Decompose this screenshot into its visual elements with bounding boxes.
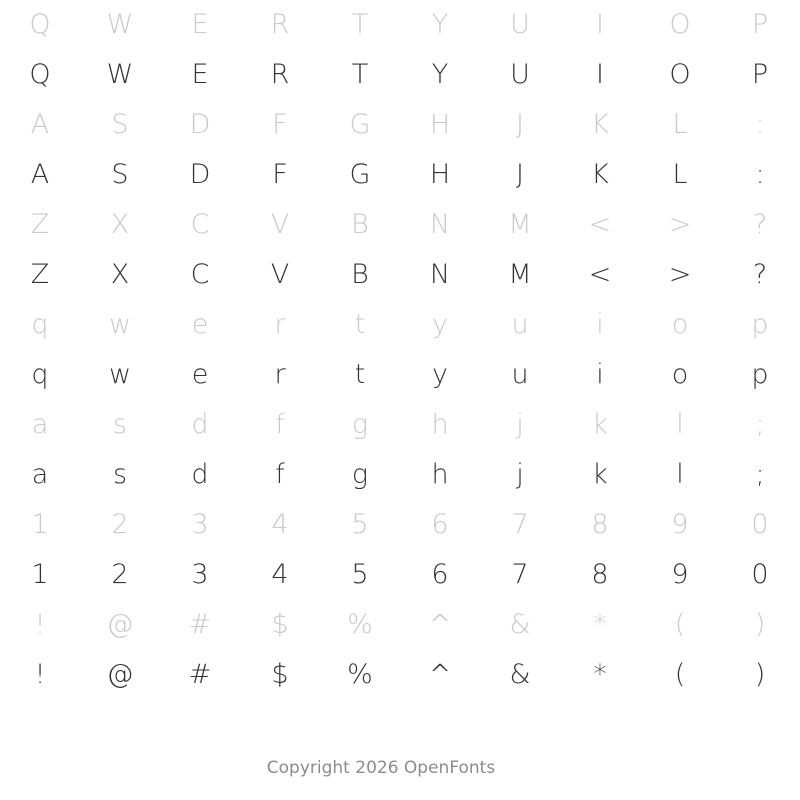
glyph-cell: A: [30, 159, 50, 190]
glyph-cell: #: [188, 609, 212, 640]
glyph-cell: X: [110, 209, 130, 240]
glyph-cell: 5: [351, 509, 369, 540]
glyph-cell: D: [189, 109, 211, 140]
glyph-cell: f: [275, 409, 285, 440]
glyph-cell: f: [275, 459, 285, 490]
glyph-cell: 9: [671, 559, 689, 590]
glyph-cell: Q: [29, 59, 51, 90]
glyph-cell: (: [674, 659, 686, 690]
glyph-cell: j: [516, 459, 524, 490]
glyph-cell: d: [191, 409, 209, 440]
glyph-cell: Z: [30, 259, 50, 290]
glyph-cell: X: [110, 259, 130, 290]
glyph-row: [0, 200, 800, 250]
glyph-cell: ?: [752, 209, 768, 240]
glyph-cell: ?: [752, 259, 768, 290]
glyph-cell: l: [676, 409, 684, 440]
glyph-cell: #: [188, 659, 212, 690]
glyph-cell: i: [596, 359, 604, 390]
glyph-cell: k: [592, 409, 608, 440]
glyph-cell: u: [511, 359, 529, 390]
glyph-cell: &: [509, 659, 531, 690]
glyph-cell: o: [671, 359, 689, 390]
glyph-row: [0, 350, 800, 400]
glyph-cell: L: [672, 109, 688, 140]
glyph-cell: 9: [671, 509, 689, 540]
glyph-cell: s: [112, 409, 128, 440]
glyph-cell: e: [191, 359, 209, 390]
glyph-cell: 0: [751, 559, 769, 590]
glyph-cell: w: [108, 359, 132, 390]
glyph-cell: &: [509, 609, 531, 640]
glyph-cell: @: [106, 609, 134, 640]
glyph-cell: r: [274, 359, 286, 390]
glyph-cell: R: [270, 59, 290, 90]
glyph-cell: y: [432, 359, 448, 390]
glyph-cell: 1: [31, 559, 49, 590]
glyph-cell: ): [754, 659, 766, 690]
glyph-cell: E: [191, 59, 209, 90]
glyph-cell: G: [349, 109, 371, 140]
glyph-row: [0, 600, 800, 650]
glyph-cell: B: [351, 209, 369, 240]
glyph-cell: q: [31, 359, 49, 390]
glyph-cell: ): [754, 609, 766, 640]
glyph-cell: a: [31, 409, 49, 440]
glyph-cell: Y: [431, 59, 449, 90]
glyph-cell: B: [351, 259, 369, 290]
glyph-cell: t: [354, 309, 366, 340]
glyph-cell: e: [191, 309, 209, 340]
glyph-cell: ^: [428, 609, 452, 640]
glyph-cell: C: [190, 209, 210, 240]
glyph-cell: o: [671, 309, 689, 340]
glyph-cell: h: [431, 459, 449, 490]
glyph-row: [0, 250, 800, 300]
glyph-cell: N: [429, 259, 451, 290]
glyph-cell: K: [591, 159, 609, 190]
glyph-cell: %: [347, 659, 373, 690]
glyph-cell: g: [351, 459, 369, 490]
glyph-cell: a: [31, 459, 49, 490]
glyph-cell: i: [596, 309, 604, 340]
glyph-cell: !: [34, 659, 46, 690]
glyph-cell: t: [354, 359, 366, 390]
glyph-cell: G: [349, 159, 371, 190]
glyph-cell: I: [596, 59, 604, 90]
glyph-cell: P: [751, 9, 769, 40]
glyph-row: [0, 500, 800, 550]
glyph-cell: U: [510, 59, 530, 90]
glyph-cell: V: [270, 259, 290, 290]
glyph-cell: s: [112, 459, 128, 490]
glyph-cell: p: [751, 309, 769, 340]
glyph-cell: l: [676, 459, 684, 490]
glyph-cell: 5: [351, 559, 369, 590]
glyph-cell: 0: [751, 509, 769, 540]
glyph-cell: F: [272, 159, 288, 190]
glyph-cell: U: [510, 9, 530, 40]
glyph-cell: 6: [431, 509, 449, 540]
glyph-cell: k: [592, 459, 608, 490]
glyph-cell: g: [351, 409, 369, 440]
glyph-cell: p: [751, 359, 769, 390]
glyph-cell: O: [669, 9, 691, 40]
glyph-row: [0, 400, 800, 450]
glyph-cell: M: [508, 209, 532, 240]
glyph-cell: :: [755, 159, 765, 190]
copyright-notice: Copyright 2026 OpenFonts: [266, 758, 496, 778]
glyph-cell: *: [593, 659, 607, 690]
glyph-row: [0, 100, 800, 150]
glyph-cell: !: [34, 609, 46, 640]
glyph-cell: T: [351, 9, 369, 40]
glyph-cell: A: [30, 109, 50, 140]
glyph-cell: W: [106, 9, 134, 40]
glyph-cell: 7: [511, 559, 529, 590]
glyph-cell: H: [429, 159, 451, 190]
glyph-cell: Y: [431, 9, 449, 40]
glyph-cell: Z: [30, 209, 50, 240]
glyph-cell: 2: [111, 559, 129, 590]
glyph-cell: d: [191, 459, 209, 490]
glyph-row: [0, 300, 800, 350]
glyph-cell: 2: [111, 509, 129, 540]
glyph-cell: N: [429, 209, 451, 240]
glyph-cell: D: [189, 159, 211, 190]
glyph-cell: ^: [428, 659, 452, 690]
glyph-cell: 4: [271, 509, 289, 540]
glyph-cell: h: [431, 409, 449, 440]
glyph-cell: w: [108, 309, 132, 340]
glyph-cell: V: [270, 209, 290, 240]
glyph-cell: j: [516, 409, 524, 440]
glyph-cell: P: [751, 59, 769, 90]
glyph-cell: 8: [591, 559, 609, 590]
glyph-cell: >: [668, 259, 692, 290]
glyph-row: [0, 0, 800, 50]
glyph-cell: S: [111, 159, 129, 190]
glyph-cell: I: [596, 9, 604, 40]
glyph-cell: $: [271, 609, 289, 640]
glyph-row: [0, 450, 800, 500]
glyph-cell: K: [591, 109, 609, 140]
glyph-cell: Q: [29, 9, 51, 40]
glyph-cell: %: [347, 609, 373, 640]
glyph-cell: M: [508, 259, 532, 290]
glyph-cell: ;: [755, 459, 765, 490]
glyph-cell: *: [593, 609, 607, 640]
glyph-cell: @: [106, 659, 134, 690]
glyph-cell: W: [106, 59, 134, 90]
glyph-cell: F: [272, 109, 288, 140]
glyph-cell: 7: [511, 509, 529, 540]
glyph-row: [0, 150, 800, 200]
glyph-cell: q: [31, 309, 49, 340]
glyph-cell: C: [190, 259, 210, 290]
glyph-row: [0, 650, 800, 700]
glyph-cell: J: [516, 159, 524, 190]
glyph-cell: 3: [191, 509, 209, 540]
glyph-cell: y: [432, 309, 448, 340]
glyph-cell: 6: [431, 559, 449, 590]
glyph-cell: 3: [191, 559, 209, 590]
glyph-cell: 1: [31, 509, 49, 540]
glyph-cell: E: [191, 9, 209, 40]
glyph-cell: $: [271, 659, 289, 690]
glyph-cell: S: [111, 109, 129, 140]
glyph-cell: <: [588, 209, 612, 240]
glyph-cell: :: [755, 109, 765, 140]
footer: [0, 758, 800, 778]
glyph-cell: 8: [591, 509, 609, 540]
glyph-cell: (: [674, 609, 686, 640]
glyph-cell: R: [270, 9, 290, 40]
glyph-cell: u: [511, 309, 529, 340]
glyph-cell: O: [669, 59, 691, 90]
glyph-cell: >: [668, 209, 692, 240]
glyph-cell: ;: [755, 409, 765, 440]
glyph-cell: <: [588, 259, 612, 290]
glyph-cell: H: [429, 109, 451, 140]
glyph-cell: L: [672, 159, 688, 190]
glyph-cell: T: [351, 59, 369, 90]
glyph-cell: r: [274, 309, 286, 340]
glyph-row: [0, 50, 800, 100]
glyph-cell: 4: [271, 559, 289, 590]
glyph-cell: J: [516, 109, 524, 140]
glyph-row: [0, 550, 800, 600]
